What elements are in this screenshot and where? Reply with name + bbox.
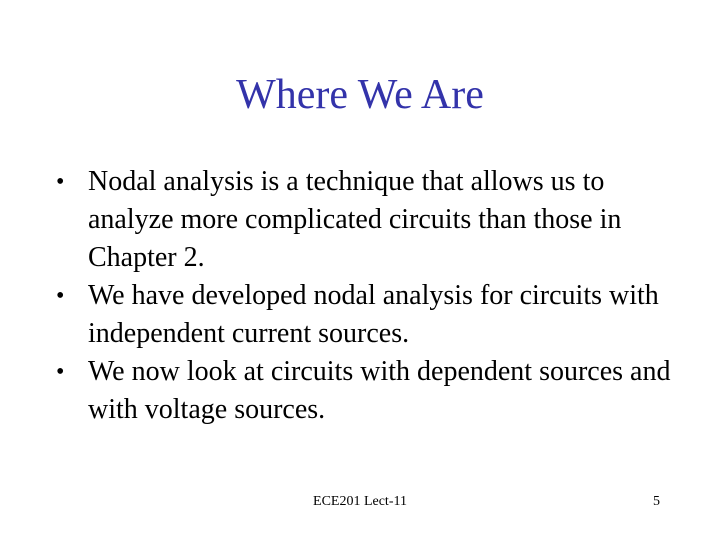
bullet-list xyxy=(56,163,676,429)
bullet-dot-icon: • xyxy=(56,283,65,309)
bullet-dot-icon: • xyxy=(56,169,65,195)
bullet-dot-icon: • xyxy=(56,359,65,385)
bullet-text: Nodal analysis is a technique that allows us to analyze more complicated circuits than those in Chapter 2. xyxy=(88,166,622,273)
slide-title: Where We Are xyxy=(236,72,484,118)
bullet-text: We now look at circuits with dependent sources and with voltage sources. xyxy=(88,356,671,425)
bullet-item xyxy=(56,163,676,277)
footer-course-label: ECE201 Lect-11 xyxy=(313,494,407,509)
page-number: 5 xyxy=(653,494,660,509)
bullet-item xyxy=(56,277,676,353)
bullet-item xyxy=(56,353,676,429)
bullet-text: We have developed nodal analysis for circuits with independent current sources. xyxy=(88,280,659,349)
